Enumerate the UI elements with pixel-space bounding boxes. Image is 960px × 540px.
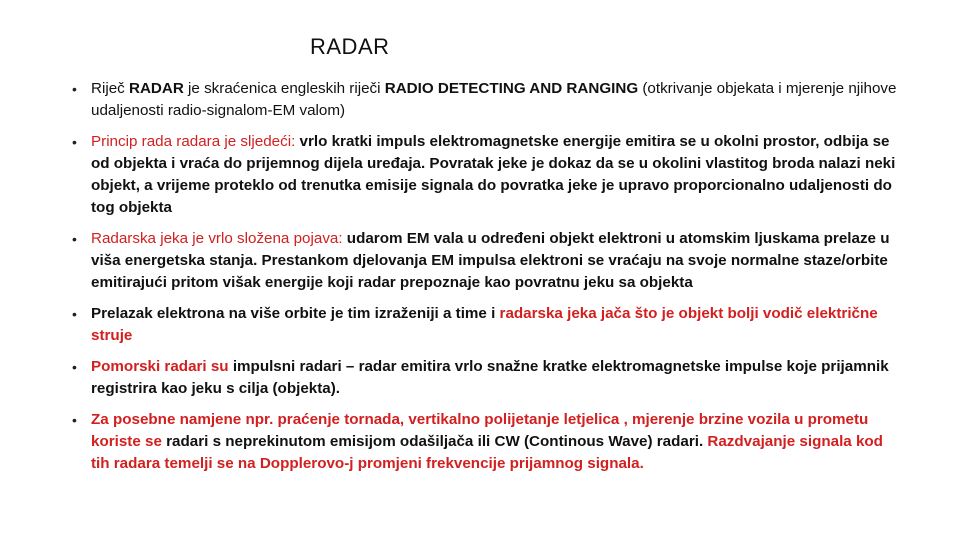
bullet-item xyxy=(70,228,900,294)
bullet-text-segment: Razdvajanje signala kod tih radara temelji se na Dopplerovo-j promjeni frekvencije prijamnog signala. xyxy=(91,433,883,472)
bullet-dot-icon: • xyxy=(72,134,77,150)
bullet-item xyxy=(70,78,900,122)
bullet-item xyxy=(70,356,900,400)
bullet-text-segment: impulsni radari – radar emitira vrlo snažne kratke elektromagnetske impulse koje prijamnik registrira kao jeku s cilja (objekta). xyxy=(91,358,889,397)
bullet-text-segment: RADAR xyxy=(128,80,184,97)
bullet-item xyxy=(70,409,900,475)
bullet-dot-icon: • xyxy=(72,306,77,322)
bullet-text-segment: je skraćenica engleskih riječi xyxy=(183,80,385,97)
bullet-list xyxy=(70,78,900,484)
bullet-text-segment: Radarska jeka je vrlo složena pojava: xyxy=(91,230,347,247)
bullet-text-segment: Riječ xyxy=(91,80,129,97)
bullet-text-segment: Prelazak elektrona na više orbite je tim izraženiji a time i xyxy=(91,305,500,322)
bullet-text-segment: udarom EM vala u određeni objekt elektroni u atomskim ljuskama prelaze u viša energetska stanja. Prestankom djelovanja EM impulsa elektroni se vraćaju na svoje normalne staze/orbite emitirajući pritom višak energije koji radar prepoznaje kao povratnu jeku sa objekta xyxy=(91,230,890,291)
bullet-text-segment: Pomorski radari su xyxy=(91,358,229,375)
bullet-item xyxy=(70,131,900,219)
bullet-text-segment: Princip rada radara je sljedeći: xyxy=(91,133,300,150)
bullet-text-segment: radari s neprekinutom emisijom odašiljača ili CW (Continous Wave) radari. xyxy=(161,433,708,450)
bullet-item xyxy=(70,303,900,347)
bullet-dot-icon: • xyxy=(72,231,77,247)
bullet-text-segment: (otkrivanje objekata i mjerenje njihove udaljenosti radio-signalom-EM valom) xyxy=(91,80,897,119)
bullet-text-segment: RADIO DETECTING AND RANGING xyxy=(384,80,639,97)
slide-title: RADAR xyxy=(310,34,390,59)
bullet-dot-icon: • xyxy=(72,359,77,375)
bullet-text-segment: vrlo kratki impuls elektromagnetske energije emitira se u okolni prostor, odbija se od objekta i vraća do prijemnog dijela uređaja. Povratak jeke je dokaz da se u okolini vlastitog broda nalazi neki objekt, a vrijeme proteklo od trenutka emisije signala do povratka jeke je upravo proporcionalno udaljenosti do tog objekta xyxy=(91,133,896,216)
bullet-dot-icon: • xyxy=(72,81,77,97)
bullet-text-segment: Za posebne namjene npr. praćenje tornada, vertikalno polijetanje letjelica , mjerenje brzine vozila u prometu koriste se xyxy=(91,411,869,450)
bullet-text-segment: radarska jeka jača što je objekt bolji vodič električne struje xyxy=(91,305,878,344)
bullet-dot-icon: • xyxy=(72,412,77,428)
